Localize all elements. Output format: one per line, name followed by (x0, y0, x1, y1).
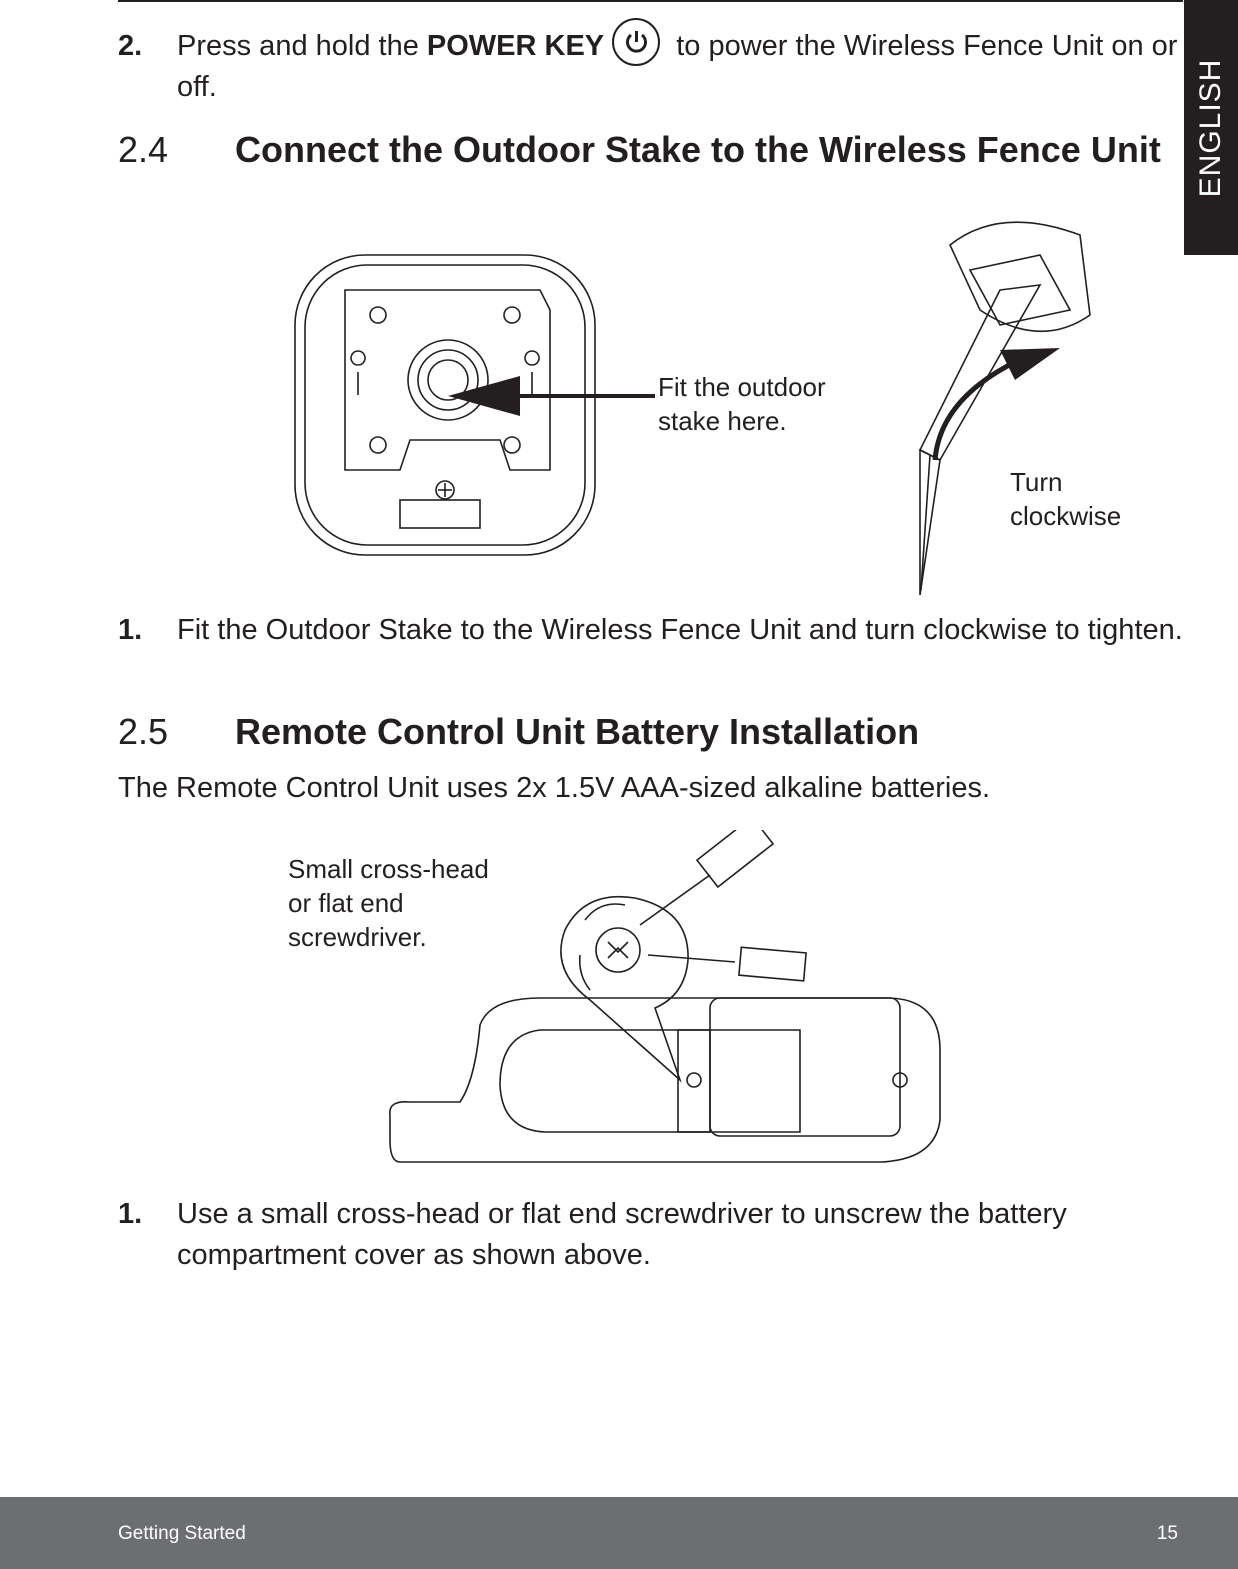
section-title: Remote Control Unit Battery Installation (235, 711, 920, 752)
stake-head (950, 222, 1090, 331)
callout-line: screwdriver. (288, 922, 427, 952)
section-number: 2.5 (118, 711, 169, 752)
section-number: 2.4 (118, 129, 169, 170)
callout-line: Small cross-head (288, 854, 489, 884)
turn-arrow-icon (1000, 348, 1060, 380)
callout-fit-stake (658, 370, 826, 438)
section-title: Connect the Outdoor Stake to the Wireless Fence Unit (235, 129, 1161, 170)
callout-line: or flat end (288, 888, 404, 918)
arrow-icon (448, 376, 520, 416)
step-text: Use a small cross-head or flat end screwdriver to unscrew the battery compartment cover as shown above. (177, 1198, 1067, 1271)
callout-line: Turn (1010, 467, 1063, 497)
battery-intro: The Remote Control Unit uses 2x 1.5V AAA-sized alkaline batteries. (118, 772, 991, 804)
step-text-after: to power the Wireless Fence Unit on or off. (177, 30, 1178, 103)
step-number: 2. (118, 30, 143, 62)
magnifier-bubble (561, 897, 688, 1080)
power-key-label: POWER KEY (426, 30, 605, 62)
callout-turn (1010, 465, 1121, 533)
page-footer (0, 1497, 1238, 1569)
language-tab-label: ENGLISH (1194, 58, 1227, 197)
step-text (177, 26, 1187, 108)
power-icon (612, 18, 660, 66)
page-number: 15 (1156, 1523, 1178, 1544)
step-number: 1. (118, 614, 143, 646)
step-text: Fit the Outdoor Stake to the Wireless Fence Unit and turn clockwise to tighten. (177, 614, 1183, 646)
callout-screwdriver (288, 852, 489, 954)
top-rule (118, 0, 1183, 2)
language-tab (1184, 0, 1238, 255)
footer-section: Getting Started (118, 1523, 246, 1544)
remote-body (390, 998, 940, 1162)
step-number: 1. (118, 1198, 143, 1230)
step-text-before: Press and hold the (177, 30, 427, 62)
callout-line: Fit the outdoor (658, 372, 826, 402)
callout-line: clockwise (1010, 501, 1122, 531)
callout-line: stake here. (658, 406, 787, 436)
